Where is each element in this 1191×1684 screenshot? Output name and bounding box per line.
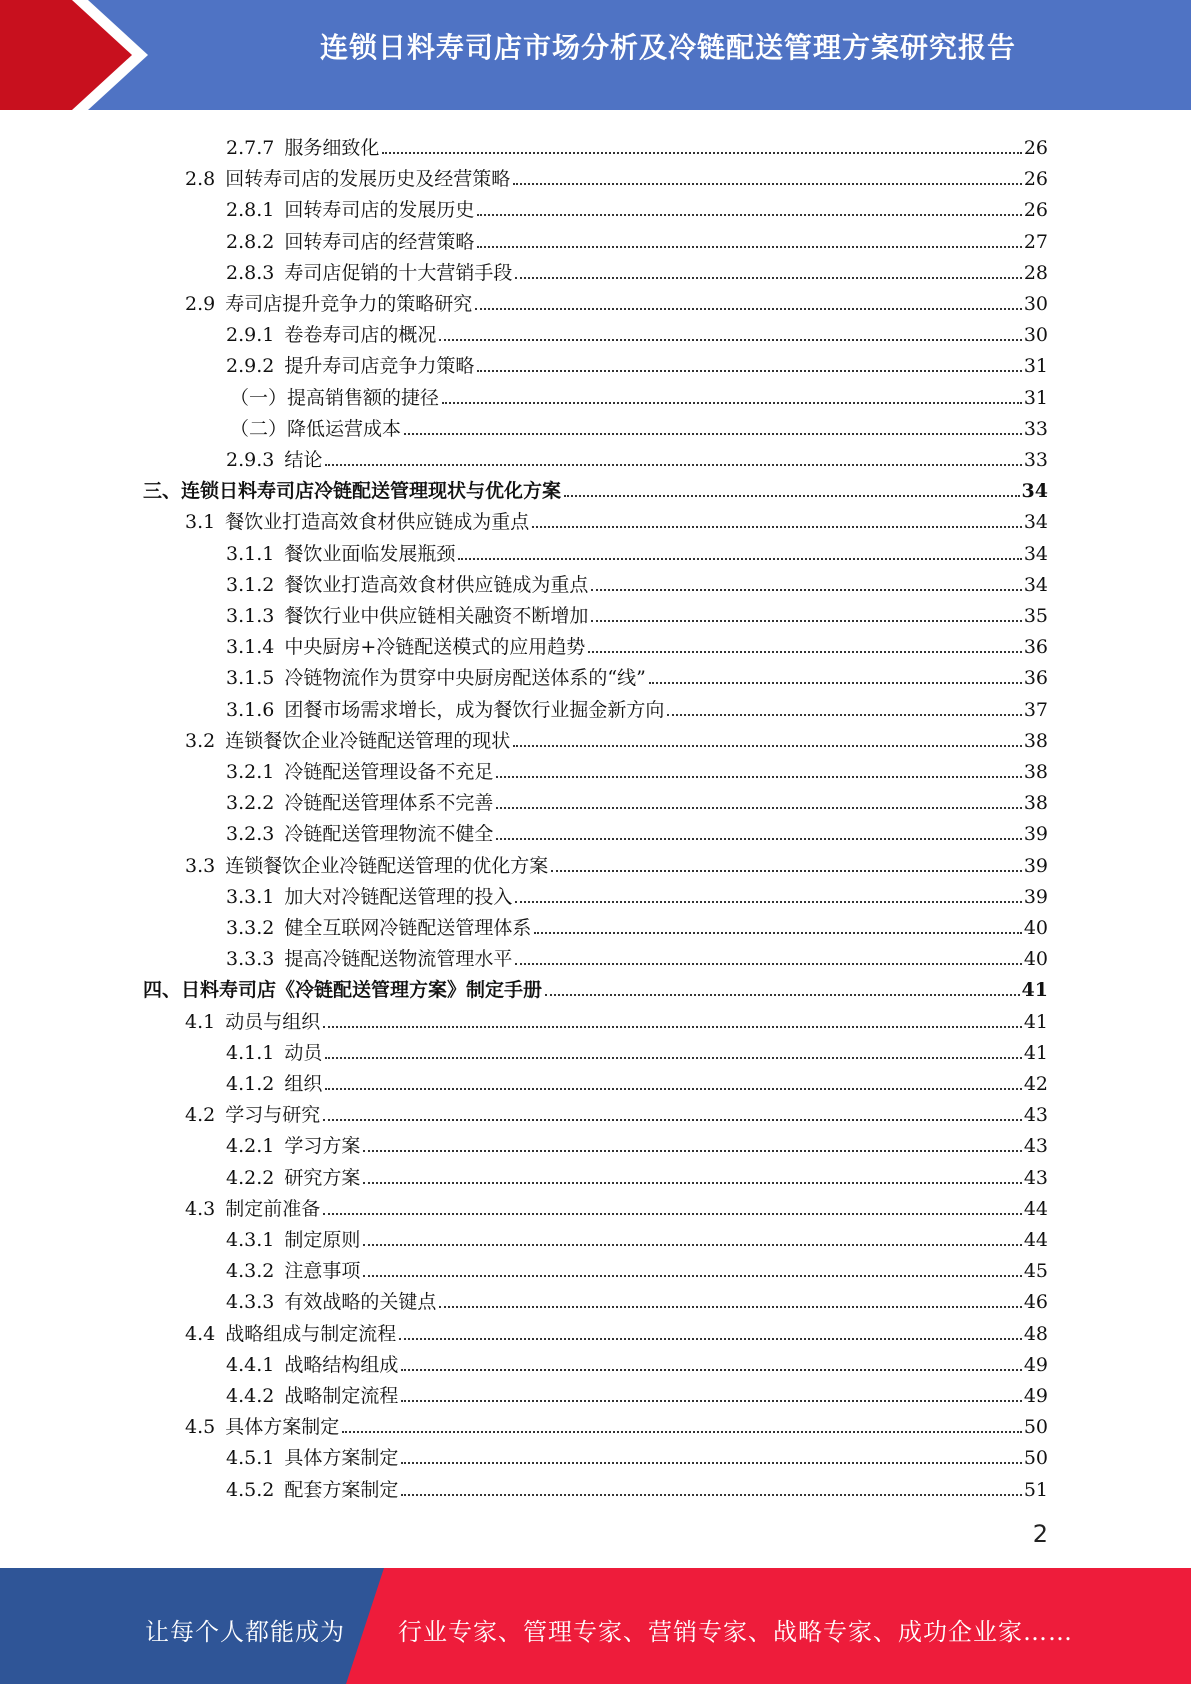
toc-entry-number: 4.2.2 [226,1166,275,1189]
toc-dot-leader [404,432,1022,435]
toc-entry[interactable] [226,1064,1048,1095]
toc-entry-page: 36 [1023,667,1048,690]
toc-entry-number: 4.5 [185,1416,216,1439]
toc-dot-leader [477,369,1021,372]
toc-entry[interactable] [226,190,1048,221]
toc-entry-page: 28 [1023,261,1048,284]
toc-entry[interactable] [226,1376,1048,1407]
toc-dot-leader [545,993,1020,996]
toc-dot-leader [439,1305,1021,1308]
toc-entry-page: 31 [1023,355,1048,378]
toc-entry-number: 2.9.1 [226,324,275,347]
toc-entry[interactable] [226,1470,1048,1501]
toc-entry-number: 4.3.1 [226,1229,275,1251]
toc-entry-title: 冷链物流作为贯穿中央厨房配送体系的“线” [284,667,646,690]
toc-entry-title: 学习与研究 [225,1104,321,1127]
toc-entry-number: 2.9.2 [226,355,275,378]
toc-entry-title: 加大对冷链配送管理的投入 [284,885,513,908]
toc-dot-leader [496,775,1021,778]
toc-entry-number: 3.1.4 [226,636,275,659]
toc-entry-page: 34 [1021,480,1048,503]
page-header [0,0,1191,110]
toc-entry[interactable] [185,1189,1048,1220]
toc-dot-leader [401,1368,1021,1371]
toc-dot-leader [363,1274,1021,1277]
report-title: 连锁日料寿司店市场分析及冷链配送管理方案研究报告 [319,31,1016,64]
toc-dot-leader [534,931,1021,934]
toc-entry-page: 33 [1023,449,1048,471]
toc-dot-leader [496,837,1021,840]
toc-entry-page: 48 [1023,1322,1048,1345]
toc-entry[interactable] [226,658,1048,689]
toc-entry-page: 43 [1023,1104,1048,1127]
toc-entry-number: 2.8.1 [226,199,275,222]
toc-entry[interactable] [226,253,1048,284]
toc-dot-leader [401,1461,1021,1464]
toc-entry-number: 3.3.2 [226,917,275,939]
toc-entry[interactable] [226,783,1048,814]
toc-entry-title: 结论 [284,449,323,471]
toc-entry-number: 4.1 [185,1010,216,1033]
toc-dot-leader [342,1430,1022,1433]
toc-entry-page: 49 [1023,1385,1048,1407]
toc-entry-page: 38 [1023,792,1048,815]
toc-dot-leader [325,463,1021,466]
toc-entry-number: 3.3.1 [226,885,275,908]
toc-entry-number: 4.3.3 [226,1291,275,1314]
toc-entry-page: 42 [1023,1073,1048,1095]
toc-entry[interactable] [185,721,1048,752]
toc-entry-page: 26 [1023,137,1048,159]
toc-entry-title: 注意事项 [284,1260,361,1283]
toc-entry-title: 学习方案 [284,1135,361,1158]
toc-entry-title: （二）降低运营成本 [230,417,402,440]
toc-entry-number: 3.2.1 [226,761,275,783]
toc-entry-page: 46 [1023,1291,1048,1314]
toc-dot-leader [496,806,1021,809]
toc-entry-page: 44 [1023,1229,1048,1251]
toc-dot-leader [401,1399,1021,1402]
toc-entry-number: 2.8.3 [226,261,275,284]
toc-entry[interactable] [226,1251,1048,1282]
toc-dot-leader [564,494,1020,497]
toc-dot-leader [532,525,1022,528]
toc-dot-leader [591,619,1021,622]
toc-entry-page: 41 [1023,1041,1048,1064]
toc-entry-number: 3.3 [185,854,216,877]
toc-entry[interactable] [185,159,1048,190]
toc-entry-number: 3.1.3 [226,605,275,627]
toc-dot-leader [515,276,1021,279]
toc-entry[interactable] [226,346,1048,377]
toc-entry[interactable] [226,1033,1048,1064]
toc-entry-page: 38 [1023,729,1048,752]
toc-entry-title: 寿司店提升竞争力的策略研究 [225,293,473,315]
toc-entry[interactable] [230,409,1048,440]
toc-entry-title: 服务细致化 [284,137,380,159]
toc-entry-page: 37 [1023,698,1048,721]
toc-entry-title: 制定前准备 [225,1197,321,1220]
toc-entry-page: 45 [1023,1260,1048,1283]
toc-entry-page: 39 [1023,823,1048,846]
toc-entry-page: 26 [1023,199,1048,222]
toc-entry-title: 连锁餐饮企业冷链配送管理的优化方案 [225,854,549,877]
toc-entry-number: 2.9 [185,293,216,315]
toc-dot-leader [591,588,1021,591]
toc-entry-title: 提高冷链配送物流管理水平 [284,948,513,971]
toc-entry-page: 39 [1023,885,1048,908]
toc-entry-title: 冷链配送管理体系不完善 [284,792,494,815]
toc-entry-page: 43 [1023,1166,1048,1189]
toc-dot-leader [477,213,1021,216]
toc-entry-title: 餐饮业打造高效食材供应链成为重点 [284,573,589,596]
toc-entry-number: 4.4.2 [226,1385,275,1407]
toc-entry-number: 4.1.1 [226,1041,275,1064]
toc-dot-leader [382,151,1021,154]
toc-entry-title: 具体方案制定 [284,1447,399,1470]
toc-entry[interactable] [185,846,1048,877]
toc-entry-title: 中央厨房+冷链配送模式的应用趋势 [284,636,586,659]
toc-entry-title: 动员与组织 [225,1010,321,1033]
toc-entry[interactable] [226,690,1048,721]
toc-entry-title: 卷卷寿司店的概况 [284,324,437,347]
toc-entry-title: 回转寿司店的经营策略 [284,230,475,253]
toc-entry-number: 2.8 [185,168,216,191]
toc-entry-page: 50 [1023,1447,1048,1470]
toc-entry[interactable] [226,1126,1048,1157]
toc-entry[interactable] [226,752,1048,783]
toc-entry-number: 3.2.3 [226,823,275,846]
toc-entry-page: 34 [1023,511,1048,534]
toc-dot-leader [649,681,1022,684]
toc-entry-title: 提升寿司店竞争力策略 [284,355,475,378]
toc-entry[interactable] [226,440,1048,471]
toc-entry-title: 餐饮业打造高效食材供应链成为重点 [225,511,530,534]
toc-entry-number: 4.4.1 [226,1353,275,1376]
toc-dot-leader [363,1181,1021,1184]
toc-entry-page: 26 [1023,168,1048,191]
toc-dot-leader [588,650,1022,653]
toc-entry-page: 33 [1023,417,1048,440]
toc-dot-leader [667,713,1021,716]
toc-dot-leader [363,1149,1021,1152]
toc-entry[interactable] [226,627,1048,658]
toc-entry[interactable] [226,315,1048,346]
toc-entry-title: 战略结构组成 [284,1353,399,1376]
toc-entry-page: 40 [1023,948,1048,971]
toc-dot-leader [325,1056,1021,1059]
toc-entry-number: 2.7.7 [226,137,275,159]
toc-entry-title: 健全互联网冷链配送管理体系 [284,917,532,939]
toc-entry-title: 战略组成与制定流程 [225,1322,397,1345]
toc-dot-leader [477,245,1021,248]
toc-entry-number: 3.1.5 [226,667,275,690]
toc-entry-number: 4.5.1 [226,1447,275,1470]
toc-entry[interactable] [226,908,1048,939]
toc-entry[interactable] [226,222,1048,253]
toc-entry[interactable] [185,284,1048,315]
toc-entry-number: 4.1.2 [226,1073,275,1095]
toc-entry-title: 餐饮行业中供应链相关融资不断增加 [284,605,589,627]
toc-entry-number: 4.5.2 [226,1478,275,1501]
toc-dot-leader [363,1243,1021,1246]
toc-entry[interactable] [226,534,1048,565]
toc-entry[interactable] [226,1282,1048,1313]
toc-dot-leader [323,1212,1022,1215]
toc-entry-number: 3.2 [185,729,216,752]
toc-entry-number: 3.1.6 [226,698,275,721]
toc-dot-leader [515,962,1021,965]
toc-dot-leader [551,869,1022,872]
toc-entry-page: 38 [1023,761,1048,783]
toc-entry[interactable] [226,939,1048,970]
toc-entry-number: 4.2 [185,1104,216,1127]
page-number: 2 [1032,1520,1048,1548]
toc-entry-number: 3.3.3 [226,948,275,971]
toc-entry-page: 41 [1023,1010,1048,1033]
toc-dot-leader [323,1118,1022,1121]
toc-entry-page: 30 [1023,293,1048,315]
toc-entry-page: 39 [1023,854,1048,877]
toc-entry-title: （一）提高销售额的捷径 [230,386,440,409]
toc-entry[interactable] [226,1438,1048,1469]
toc-dot-leader [401,1493,1021,1496]
toc-entry-title: 冷链配送管理物流不健全 [284,823,494,846]
toc-entry-title: 冷链配送管理设备不充足 [284,761,494,783]
toc-dot-leader [513,182,1022,185]
footer-slogan-right: 行业专家、管理专家、营销专家、战略专家、成功企业家…… [398,1618,1073,1646]
toc-dot-leader [439,338,1021,341]
toc-entry-number: 2.8.2 [226,230,275,253]
toc-entry[interactable] [226,1220,1048,1251]
toc-entry[interactable] [185,1407,1048,1438]
toc-entry-title: 战略制定流程 [284,1385,399,1407]
toc-entry-title: 具体方案制定 [225,1416,340,1439]
toc-entry[interactable] [226,596,1048,627]
toc-entry[interactable] [226,877,1048,908]
toc-entry-title: 回转寿司店的发展历史及经营策略 [225,168,511,191]
toc-entry-page: 35 [1023,605,1048,627]
toc-entry-page: 50 [1023,1416,1048,1439]
toc-dot-leader [325,1087,1021,1090]
toc-entry[interactable] [185,1095,1048,1126]
toc-entry-title: 配套方案制定 [284,1478,399,1501]
toc-entry-page: 41 [1021,979,1048,1002]
toc-entry-title: 餐饮业面临发展瓶颈 [284,542,456,565]
toc-dot-leader [513,744,1022,747]
toc-entry-title: 四、日料寿司店《冷链配送管理方案》制定手册 [143,979,543,1002]
toc-entry[interactable] [185,502,1048,533]
toc-dot-leader [458,557,1021,560]
toc-entry[interactable] [226,1345,1048,1376]
toc-entry-number: 4.2.1 [226,1135,275,1158]
toc-dot-leader [399,1337,1022,1340]
toc-dot-leader [515,900,1021,903]
toc-entry[interactable] [226,565,1048,596]
toc-entry-number: 4.4 [185,1322,216,1345]
toc-entry-number: 3.1.1 [226,542,275,565]
toc-entry-title: 制定原则 [284,1229,361,1251]
toc-entry-number: 2.9.3 [226,449,275,471]
toc-entry-page: 34 [1023,542,1048,565]
toc-entry-page: 40 [1023,917,1048,939]
toc-entry[interactable] [226,128,1048,159]
toc-entry-title: 组织 [284,1073,323,1095]
toc-entry-title: 连锁餐饮企业冷链配送管理的现状 [225,729,511,752]
page-footer [0,1568,1191,1684]
toc-entry-page: 51 [1023,1478,1048,1501]
toc-entry-page: 30 [1023,324,1048,347]
toc-entry-number: 3.1 [185,511,216,534]
toc-entry[interactable] [185,1314,1048,1345]
toc-entry-number: 3.2.2 [226,792,275,815]
toc-dot-leader [323,1025,1022,1028]
toc-entry-number: 4.3 [185,1197,216,1220]
toc-entry-title: 回转寿司店的发展历史 [284,199,475,222]
footer-slogan-left: 让每个人都能成为 [145,1618,345,1646]
toc-entry-title: 动员 [284,1041,323,1064]
toc-entry-page: 43 [1023,1135,1048,1158]
toc-entry-title: 寿司店促销的十大营销手段 [284,261,513,284]
toc-entry-title: 三、连锁日料寿司店冷链配送管理现状与优化方案 [143,480,562,503]
toc-entry-title: 研究方案 [284,1166,361,1189]
toc-dot-leader [475,307,1022,310]
toc-entry[interactable] [185,1002,1048,1033]
toc-entry-page: 27 [1023,230,1048,253]
toc-entry[interactable] [230,378,1048,409]
toc-entry-page: 31 [1023,386,1048,409]
toc-entry-title: 团餐市场需求增长，成为餐饮行业掘金新方向 [284,698,665,721]
toc-entry-page: 49 [1023,1353,1048,1376]
toc-dot-leader [442,401,1022,404]
toc-entry[interactable] [226,1158,1048,1189]
toc-entry-page: 36 [1023,636,1048,659]
toc-entry[interactable] [143,970,1048,1001]
toc-entry-number: 4.3.2 [226,1260,275,1283]
toc-entry[interactable] [143,471,1048,502]
chevron-arrow-icon [0,0,160,110]
toc-entry-title: 有效战略的关键点 [284,1291,437,1314]
toc-entry-page: 44 [1023,1197,1048,1220]
toc-entry-number: 3.1.2 [226,573,275,596]
toc-entry-page: 34 [1023,573,1048,596]
toc-entry[interactable] [226,814,1048,845]
